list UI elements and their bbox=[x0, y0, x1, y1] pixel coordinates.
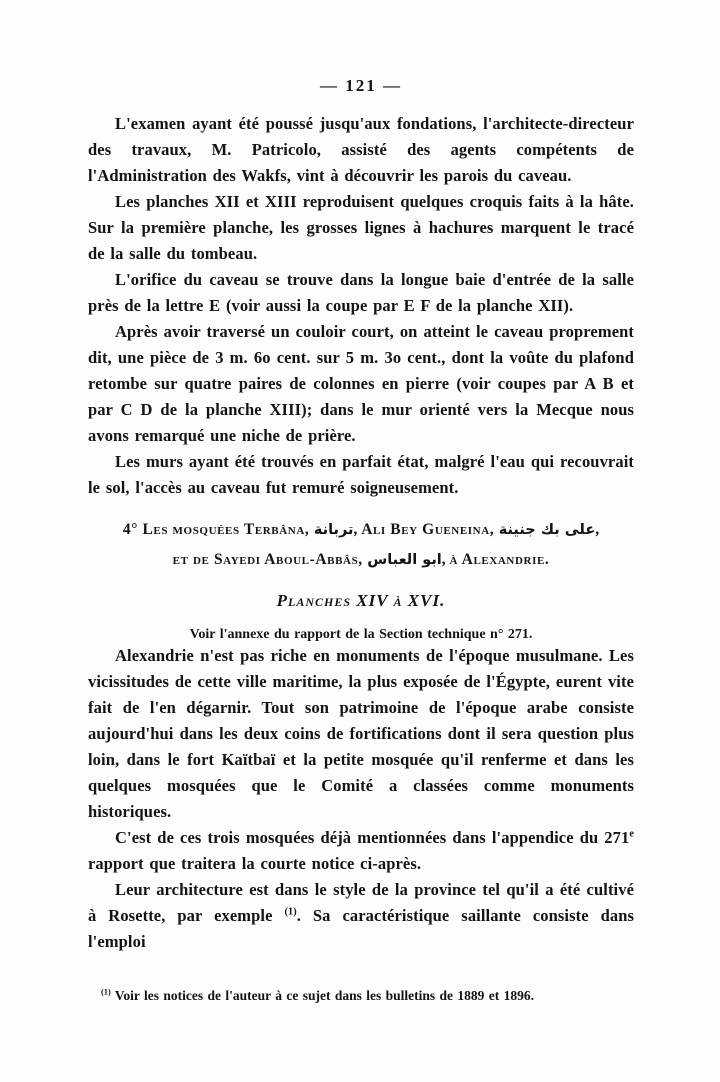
paragraph-couloir-caveau: Après avoir traversé un couloir court, on atteint le caveau proprement dit, une pièce de 3 m. 6o cent. sur 5 m. 3o cent., dont la voûte du plafond retombe sur quatre paires de colonnes en pierre (voir coupes par A B et par C D de la planche XIII); dans le mur orienté vers la Mecque nous avons remarqué une niche de prière. bbox=[88, 322, 634, 445]
heading-text-sayedi-aboul-abbas: et de Sayedi Aboul-Abbâs, bbox=[172, 551, 368, 568]
plates-caption: Planches XIV à XVI. bbox=[276, 591, 446, 610]
paragraph-alexandrie-monuments: Alexandrie n'est pas riche en monuments de l'époque musulmane. Les vicissitudes de cette ville maritime, la plus exposée de l'Égypte, eurent vite fait de l'en dégarnir. Tout son patrimoine de l'époque arabe consiste aujourd'hui dans les deux coins de fortifications dont il sera question plus loin, dans le fort Kaïtbaï et la petite mosquée qu'il renferme et dans les quelques mosquées que le Comité a classées comme monuments historiques. bbox=[88, 646, 634, 821]
footnote-text: Voir les notices de l'auteur à ce sujet dans les bulletins de 1889 et 1896. bbox=[110, 988, 535, 1003]
page-number: — 121 — bbox=[320, 76, 402, 95]
paragraph-architecture-style bbox=[88, 877, 634, 955]
paragraph-trois-mosquees-suite: rapport que traitera la courte notice ci-après. bbox=[88, 854, 422, 873]
paragraph-murs-parfait-etat: Les murs ayant été trouvés en parfait état, malgré l'eau qui recouvrait le sol, l'accès au caveau fut remuré soigneusement. bbox=[88, 452, 634, 497]
technical-section-note: Voir l'annexe du rapport de la Section technique n° 271. bbox=[189, 627, 533, 642]
footnote bbox=[88, 986, 634, 1006]
footnote-marker: (1) bbox=[101, 987, 111, 997]
heading-text-terbana: 4° Les mosquées Terbâna, bbox=[122, 521, 314, 538]
heading-line1-comma: , bbox=[595, 521, 600, 538]
superscript-271e: e bbox=[629, 828, 634, 840]
paragraph-examen-fondations: L'examen ayant été poussé jusqu'aux fondations, l'architecte-directeur des travaux, M. Patricolo, assisté des agents compétents de l'Administration des Wakfs, vint à découvrir les parois du caveau. bbox=[88, 114, 634, 185]
paragraph-architecture-suite: . Sa caractéristique saillante consiste dans l'emploi bbox=[88, 906, 635, 951]
heading-text-alexandrie: , à Alexandrie. bbox=[441, 551, 550, 568]
paragraph-trois-mosquees-text: C'est de ces trois mosquées déjà mentionnées dans l'appendice du 271 bbox=[115, 828, 630, 847]
paragraph-architecture-text: Leur architecture est dans le style de la province tel qu'il a été cultivé à Rosette, par exemple bbox=[88, 880, 634, 925]
heading-text-ali-bey-gueneina: , Ali Bey Gueneina, bbox=[353, 521, 499, 538]
arabic-ali-bek-genena: على بك جنينة bbox=[498, 522, 596, 538]
arabic-terbana: تربانة bbox=[313, 522, 354, 538]
section-heading-line-1 bbox=[88, 515, 634, 545]
paragraph-orifice-caveau: L'orifice du caveau se trouve dans la longue baie d'entrée de la salle près de la lettre E (voir aussi la coupe par E F de la planche XII). bbox=[88, 270, 634, 315]
paragraph-trois-mosquees bbox=[88, 825, 634, 877]
arabic-abou-el-abbas: ابو العباس bbox=[367, 552, 442, 568]
section-heading-line-2 bbox=[88, 545, 634, 575]
footnote-reference-1: (1) bbox=[284, 906, 297, 918]
paragraph-planches-xii-xiii: Les planches XII et XIII reproduisent quelques croquis faits à la hâte. Sur la première planche, les grosses lignes à hachures marquent le tracé de la salle du tombeau. bbox=[88, 192, 634, 263]
section-heading-mosquees bbox=[88, 515, 634, 575]
